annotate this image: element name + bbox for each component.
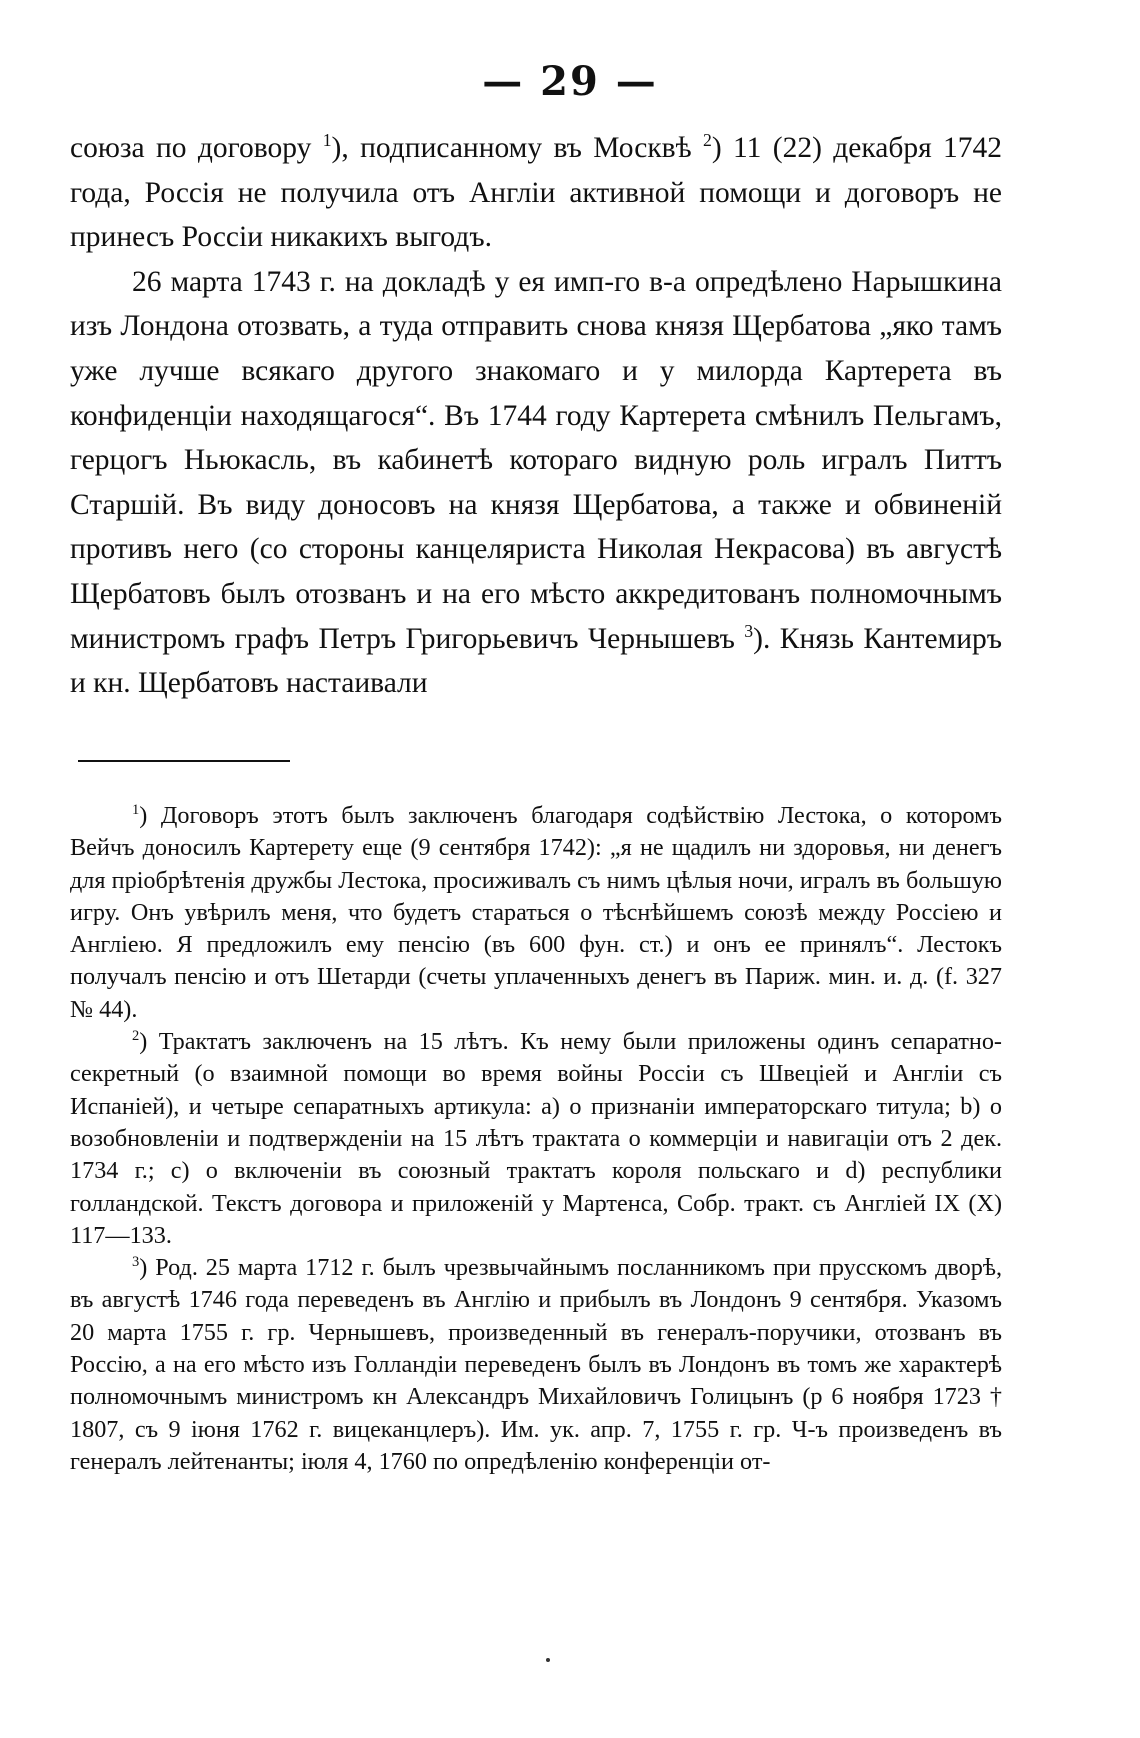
footnote-1 bbox=[70, 800, 1002, 1026]
footnote-3-text: ) Род. 25 марта 1712 г. былъ чрезвычайнымъ посланникомъ при прусскомъ дворѣ, въ августѣ 1746 года переведенъ въ Англію и прибылъ въ Лондонъ 9 сентября. Указомъ 20 марта 1755 г. гр. Чернышевъ, произведенный въ генералъ-поручики, отозванъ въ Россію, а на его мѣсто изъ Голландіи переведенъ былъ въ Лондонъ въ томъ же характерѣ полномочнымъ министромъ кн Александръ Михайловичъ Голицынъ (р 6 ноября 1723 † 1807, съ 9 іюня 1762 г. вицеканцлеръ). Им. ук. апр. 7, 1755 г. гр. Ч-ъ произведенъ въ генералъ лейтенанты; іюля 4, 1760 по опредѣленію конференціи от- bbox=[70, 1254, 1002, 1475]
paragraph-1-mid: ), подписанному въ Москвѣ bbox=[331, 132, 692, 164]
paragraph-1-start: союза по договору bbox=[70, 132, 312, 164]
paragraph-1-end: ) 11 (22) декабря 1742 года, Россія не получила отъ Англіи активной помощи и договоръ не принесъ Россіи никакихъ выгодъ. bbox=[70, 132, 1003, 254]
footnote-1-mark: 1 bbox=[132, 801, 140, 818]
paragraph-2-end: ). Князь Кантемиръ и кн. Щербатовъ настаивали bbox=[70, 622, 1002, 700]
footnote-3-mark: 3 bbox=[132, 1254, 140, 1271]
footnote-separator bbox=[78, 760, 290, 762]
footnote-2-mark: 2 bbox=[132, 1028, 140, 1045]
footnote-2 bbox=[70, 1026, 1002, 1252]
footnote-3 bbox=[70, 1252, 1002, 1478]
footnote-ref-1: 1 bbox=[322, 130, 332, 151]
paragraph-1 bbox=[70, 126, 1002, 260]
main-text bbox=[70, 126, 1002, 706]
footnotes bbox=[70, 800, 1002, 1478]
paragraph-2-start: 26 марта 1743 г. на докладѣ у ея имп-го в-а опредѣлено Нарышкина изъ Лондона отозвать, а туда отправить снова князя Щербатова „яко тамъ уже лучше всякаго другого знакомаго и у милорда Картерета въ конфиденціи находящагося“. Въ 1744 году Картерета смѣнилъ Пельгамъ, герцогъ Ньюкасль, въ кабинетѣ котораго видную роль игралъ Питтъ Старшій. Въ виду доносовъ на князя Щербатова, а также и обвиненій противъ него (со стороны канцеляриста Николая Некрасова) въ августѣ Щербатовъ былъ отозванъ и на его мѣсто аккредитованъ полномочнымъ министромъ графъ Петръ Григорьевичъ Чернышевъ bbox=[70, 265, 1002, 655]
paragraph-2 bbox=[70, 260, 1002, 706]
footnote-ref-3: 3 bbox=[744, 620, 754, 641]
print-speck bbox=[546, 1658, 550, 1662]
footnote-1-text: ) Договоръ этотъ былъ заключенъ благодаря содѣйствію Лестока, о которомъ Вейчъ доносилъ Картерету еще (9 сентября 1742): „я не щадилъ ни здоровья, ни денегъ для пріобрѣтенія дружбы Лестока, просиживалъ съ нимъ цѣлыя ночи, игралъ въ большую игру. Онъ увѣрилъ меня, что будетъ стараться о тѣснѣйшемъ союзѣ между Россіею и Англіею. Я предложилъ ему пенсію (въ 600 фун. ст.) и онъ ее принялъ“. Лестокъ получалъ пенсію и отъ Шетарди (счеты уплаченныхъ денегъ въ Париж. мин. и. д. (f. 327 № 44). bbox=[70, 802, 1002, 1023]
page-number: — 29 — bbox=[482, 58, 658, 105]
footnote-2-text: ) Трактатъ заключенъ на 15 лѣтъ. Къ нему были приложены одинъ сепаратно-секретный (о взаимной помощи во время войны Россіи съ Швеціей и Англіи съ Испаніей), и четыре сепаратныхъ артикула: a) о признаніи императорскаго титула; b) о возобновленіи и подтвержденіи на 15 лѣтъ трактата о коммерціи и навигаціи отъ 2 дек. 1734 г.; c) о включеніи въ союзный трактатъ короля польскаго и d) республики голландской. Текстъ договора и приложеній у Мартенса, Собр. тракт. съ Англіей IX (X) 117—133. bbox=[70, 1028, 1002, 1249]
footnote-ref-2: 2 bbox=[702, 130, 712, 151]
